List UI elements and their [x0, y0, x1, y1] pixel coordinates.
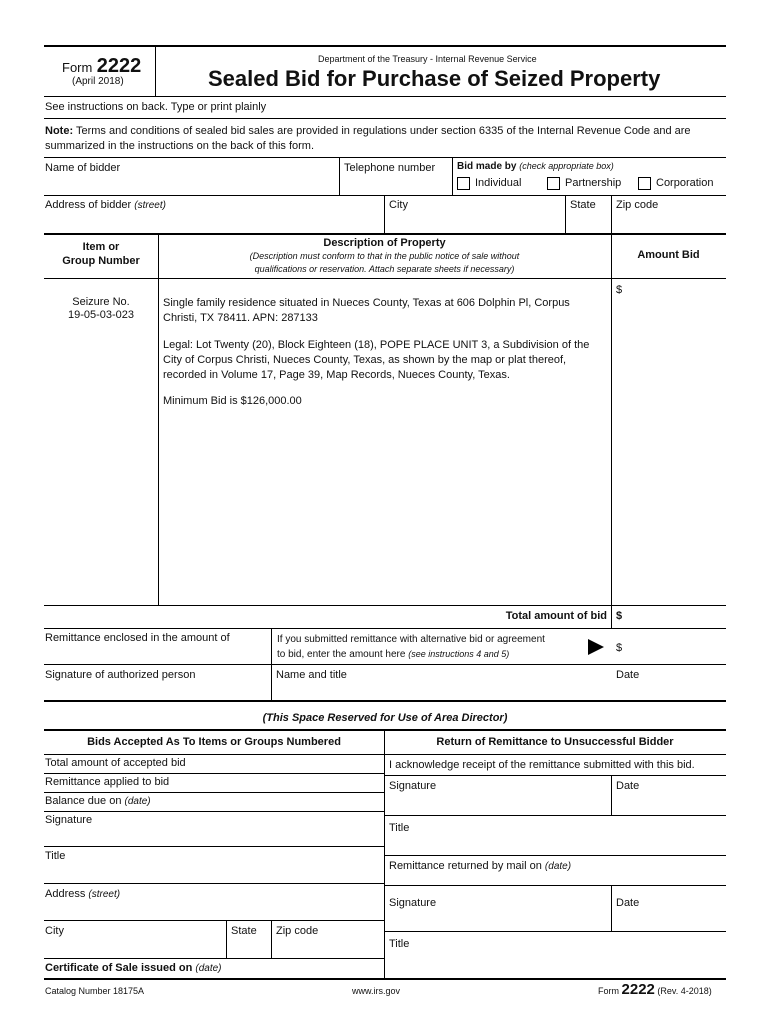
individual-checkbox[interactable] — [457, 177, 470, 190]
item-header — [44, 241, 158, 267]
remittance-enclosed-label: Remittance enclosed in the amount of — [45, 632, 230, 644]
left-state-label: State — [231, 925, 257, 937]
balance-due-label: Balance due on — [45, 795, 122, 807]
returned-by-mail-label: Remittance returned by mail on — [389, 860, 542, 872]
instructions-line: See instructions on back. Type or print plainly — [45, 101, 267, 113]
signature-authorized-label: Signature of authorized person — [45, 669, 196, 681]
form-label — [62, 55, 141, 78]
note-text-1: Terms and conditions of sealed bid sales are provided in regulations under section 6335 of the Internal Revenue Code and are — [75, 125, 691, 137]
description-sub-1: (Description must conform to that in the public notice of sale without — [249, 251, 520, 261]
right-date-label-2: Date — [616, 897, 640, 909]
alt-dollar-sign: $ — [616, 642, 623, 654]
right-title-label: Title — [389, 822, 410, 834]
address-label: Address of bidder — [45, 199, 132, 211]
irs-website: www.irs.gov — [352, 986, 401, 996]
note-line1 — [45, 125, 735, 137]
arrow-right-icon — [587, 638, 605, 656]
alt-hint: (see instructions 4 and 5) — [408, 649, 510, 659]
alternative-bid-text — [277, 633, 545, 662]
department-line: Department of the Treasury - Internal Revenue Service — [318, 54, 537, 64]
acknowledge-text: I acknowledge receipt of the remittance submitted with this bid. — [389, 759, 695, 771]
left-address-label: Address — [45, 888, 86, 900]
form-number: 2222 — [96, 55, 142, 77]
description-paragraph-3: Minimum Bid is $126,000.00 — [163, 395, 302, 407]
footer-form-number: 2222 — [621, 981, 655, 998]
footer-rev: (Rev. 4-2018) — [657, 986, 712, 996]
alt-line2 — [277, 647, 545, 662]
description-header: Description of Property — [323, 237, 446, 249]
form-revision: (April 2018) — [72, 76, 124, 87]
item-header-line1: Item or — [82, 241, 120, 253]
note-label: Note: — [45, 125, 74, 137]
bid-made-by — [457, 161, 614, 172]
corporation-label: Corporation — [656, 177, 714, 189]
bids-accepted-header: Bids Accepted As To Items or Groups Numbered — [87, 736, 341, 748]
individual-label: Individual — [475, 177, 522, 189]
desc-p2-line3: recorded in Volume 17, Page 39, Map Records, Nueces County, Texas. — [163, 369, 510, 381]
left-zip-label: Zip code — [276, 925, 319, 937]
return-remittance-header: Return of Remittance to Unsuccessful Bidder — [436, 736, 674, 748]
balance-due — [45, 795, 151, 807]
left-signature-label: Signature — [45, 814, 93, 826]
catalog-number: Catalog Number 18175A — [45, 986, 145, 996]
partnership-checkbox[interactable] — [547, 177, 560, 190]
desc-p2-line1: Legal: Lot Twenty (20), Block Eighteen (18), POPE PLACE UNIT 3, a Subdivision of the — [163, 339, 590, 351]
bid-made-by-label: Bid made by — [457, 161, 517, 172]
amount-dollar-sign: $ — [616, 284, 623, 296]
description-paragraph-1 — [163, 296, 570, 326]
address-of-bidder — [45, 199, 166, 211]
left-address — [45, 888, 120, 900]
description-paragraph-2 — [163, 338, 589, 383]
page-title: Sealed Bid for Purchase of Seized Property — [208, 66, 661, 91]
certificate-of-sale — [45, 962, 222, 974]
certificate-hint: (date) — [195, 963, 222, 974]
footer-form-word: Form — [598, 986, 619, 996]
corporation-checkbox[interactable] — [638, 177, 651, 190]
address-hint: (street) — [134, 200, 166, 211]
alt-line2-text: to bid, enter the amount here — [277, 649, 406, 660]
telephone-label: Telephone number — [344, 162, 436, 174]
remittance-applied-label: Remittance applied to bid — [45, 776, 170, 788]
right-signature-label: Signature — [389, 780, 437, 792]
returned-by-mail-hint: (date) — [544, 861, 572, 872]
total-amount-label: Total amount of bid — [505, 610, 607, 622]
seizure-line2: 19-05-03-023 — [67, 309, 135, 321]
name-title-label: Name and title — [276, 669, 347, 681]
note-line2: summarized in the instructions on the back of this form. — [45, 140, 315, 152]
name-of-bidder-label: Name of bidder — [45, 162, 121, 174]
seizure-item — [44, 296, 158, 321]
left-address-hint: (street) — [88, 889, 121, 900]
item-header-line2: Group Number — [62, 255, 140, 267]
returned-by-mail — [389, 860, 571, 872]
left-city-label: City — [45, 925, 64, 937]
description-sub-2: qualifications or reservation. Attach separate sheets if necessary) — [254, 264, 515, 274]
amount-bid-header: Amount Bid — [637, 249, 700, 261]
desc-p1-line2: Christi, TX 78411. APN: 287133 — [163, 312, 318, 324]
total-accepted-label: Total amount of accepted bid — [45, 757, 186, 769]
state-label: State — [570, 199, 596, 211]
desc-p2-line2: City of Corpus Christi, Nueces County, Texas, as shown by the map or plat thereof, — [163, 354, 567, 366]
reserved-heading: (This Space Reserved for Use of Area Director) — [262, 712, 508, 724]
footer-form — [598, 981, 712, 998]
balance-due-hint: (date) — [124, 796, 151, 807]
partnership-label: Partnership — [565, 177, 622, 189]
bid-made-by-hint: (check appropriate box) — [519, 161, 614, 171]
right-date-label: Date — [616, 780, 640, 792]
right-signature-label-2: Signature — [389, 897, 437, 909]
form-word: Form — [62, 60, 93, 75]
city-label: City — [389, 199, 408, 211]
total-dollar-sign: $ — [616, 610, 623, 622]
desc-p1-line1: Single family residence situated in Nueces County, Texas at 606 Dolphin Pl, Corpus — [163, 297, 570, 309]
left-title-label: Title — [45, 850, 66, 862]
alt-line1: If you submitted remittance with alternative bid or agreement — [277, 634, 545, 645]
seizure-line1: Seizure No. — [72, 296, 130, 308]
remittance-date-label: Date — [616, 669, 640, 681]
zip-label: Zip code — [616, 199, 659, 211]
certificate-label: Certificate of Sale issued on — [45, 962, 193, 974]
right-title-label-2: Title — [389, 938, 410, 950]
